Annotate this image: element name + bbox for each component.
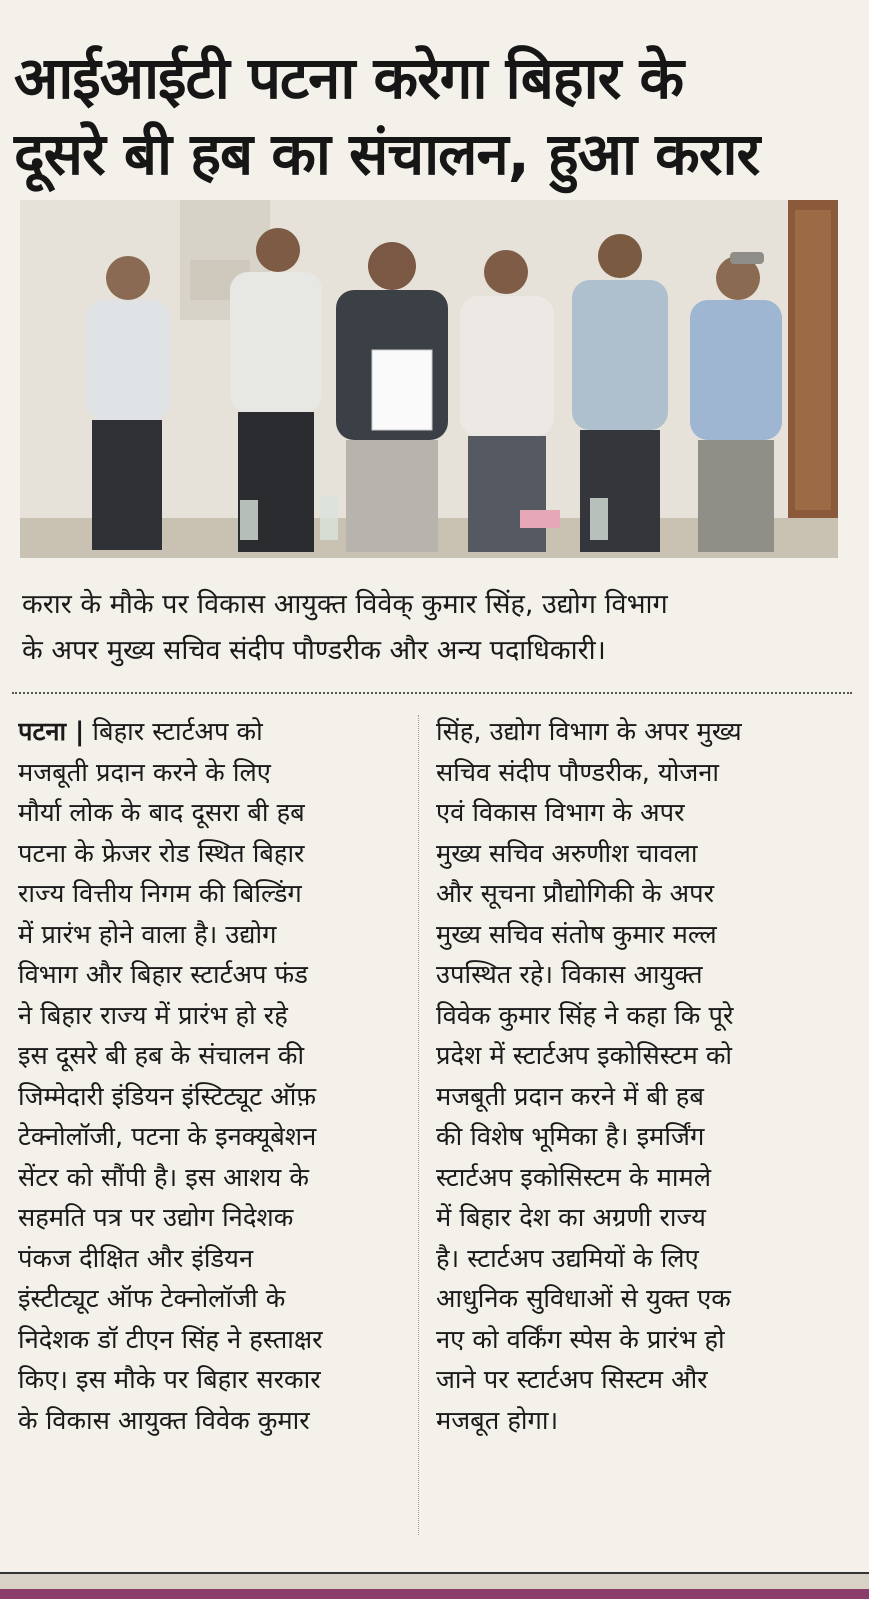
article-line: एवं विकास विभाग के अपर: [436, 798, 685, 828]
article-column-right: [436, 712, 831, 1441]
article-line: के विकास आयुक्त विवेक कुमार: [18, 1405, 310, 1436]
article-line: में बिहार देश का अग्रणी राज्य: [436, 1203, 706, 1233]
article-line: प्रदेश में स्टार्टअप इकोसिस्टम को: [436, 1041, 733, 1071]
article-line: सेंटर को सौंपी है। इस आशय के: [18, 1162, 310, 1193]
article-line: पटना के फ्रेजर रोड स्थित बिहार: [18, 838, 305, 869]
caption-divider: [12, 692, 852, 694]
headline-line-1: आईआईटी पटना करेगा बिहार के: [14, 44, 684, 112]
article-line: टेक्नोलॉजी, पटना के इनक्यूबेशन: [18, 1122, 317, 1152]
article-line: मौर्या लोक के बाद दूसरा बी हब: [18, 798, 305, 828]
photo-caption: [22, 582, 842, 674]
article-line: की विशेष भूमिका है। इमर्जिंग: [436, 1122, 705, 1152]
article-line: जाने पर स्टार्टअप सिस्टम और: [436, 1365, 708, 1395]
article-line: ने बिहार राज्य में प्रारंभ हो रहे: [18, 1000, 288, 1031]
article-line: मजबूती प्रदान करने में बी हब: [436, 1081, 704, 1112]
article-line: मुख्य सचिव संतोष कुमार मल्ल: [436, 919, 717, 950]
headline: [14, 40, 834, 192]
column-divider: [418, 715, 419, 1535]
article-line: और सूचना प्रौद्योगिकी के अपर: [436, 879, 715, 909]
group-photo-icon: [20, 200, 838, 558]
article-line: राज्य वित्तीय निगम की बिल्डिंग: [18, 879, 302, 909]
article-line: विवेक कुमार सिंह ने कहा कि पूरे: [436, 1000, 734, 1031]
article-line: में प्रारंभ होने वाला है। उद्योग: [18, 919, 277, 950]
group-photo: [20, 200, 838, 558]
article-line: निदेशक डॉ टीएन सिंह ने हस्ताक्षर: [18, 1324, 323, 1355]
article-line: जिम्मेदारी इंडियन इंस्टिट्यूट ऑफ़: [18, 1081, 316, 1112]
article-line: स्टार्टअप इकोसिस्टम के मामले: [436, 1162, 712, 1193]
article-first-line: [18, 712, 413, 753]
person-5: [572, 234, 668, 552]
dateline: पटना |: [18, 717, 85, 747]
article-line: सिंह, उद्योग विभाग के अपर मुख्य: [436, 717, 742, 747]
bottom-stripe: [0, 1589, 869, 1599]
article-line: है। स्टार्टअप उद्यमियों के लिए: [436, 1243, 699, 1274]
article-first-text: बिहार स्टार्टअप को: [92, 717, 263, 747]
article-line: विभाग और बिहार स्टार्टअप फंड: [18, 960, 308, 990]
article-line: नए को वर्किंग स्पेस के प्रारंभ हो: [436, 1324, 725, 1355]
headline-line-2: दूसरे बी हब का संचालन, हुआ करार: [14, 120, 760, 188]
article-column-left: [18, 712, 413, 1441]
document-held: [372, 350, 432, 430]
article-line: किए। इस मौके पर बिहार सरकार: [18, 1365, 321, 1395]
article-line: मजबूत होगा।: [436, 1405, 559, 1436]
article-line: मजबूती प्रदान करने के लिए: [18, 757, 271, 788]
article-line: उपस्थित रहे। विकास आयुक्त: [436, 960, 703, 990]
caption-line-2: के अपर मुख्य सचिव संदीप पौण्डरीक और अन्य पदाधिकारी।: [22, 635, 606, 666]
article-line: पंकज दीक्षित और इंडियन: [18, 1243, 254, 1274]
article-line: मुख्य सचिव अरुणीश चावला: [436, 838, 698, 869]
article-line: सहमति पत्र पर उद्योग निदेशक: [18, 1203, 294, 1233]
article-line: इंस्टीट्यूट ऑफ टेक्नोलॉजी के: [18, 1284, 286, 1314]
caption-line-1: करार के मौके पर विकास आयुक्त विवेक् कुमार सिंह, उद्योग विभाग: [22, 589, 668, 620]
article-line: आधुनिक सुविधाओं से युक्त एक: [436, 1284, 731, 1314]
article-line: सचिव संदीप पौण्डरीक, योजना: [436, 757, 720, 788]
article-line: इस दूसरे बी हब के संचालन की: [18, 1041, 305, 1071]
